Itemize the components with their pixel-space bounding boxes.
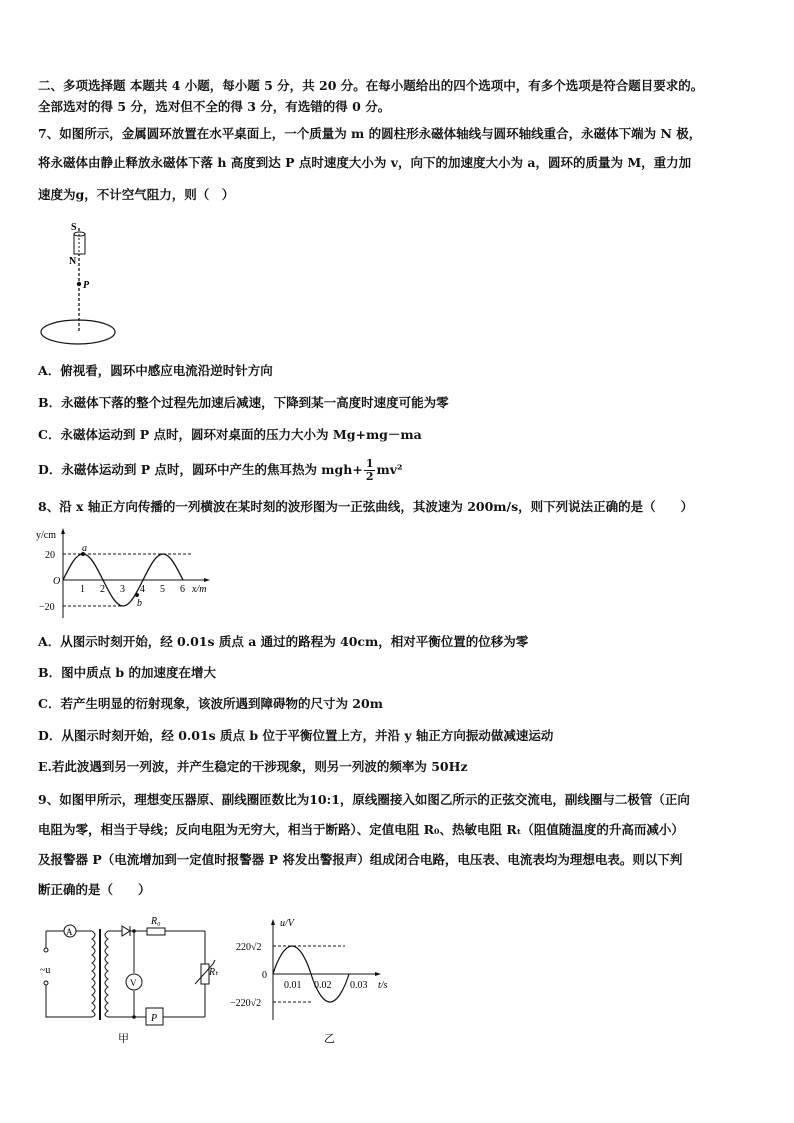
y-tick: −20	[39, 602, 55, 613]
q8-option-c[interactable]: C．若产生明显的衍射现象，该波所遇到障碍物的尺寸为 20m	[38, 696, 383, 711]
q9-stem-2: 电阻为零，相当于导线；反向电阻为无穷大，相当于断路）、定值电阻 R₀、热敏电阻 Rₜ（阻值随温度的升高而减小）	[38, 822, 684, 837]
alarm-label: P	[151, 1013, 158, 1024]
point-b	[135, 593, 139, 597]
x-tick: 5	[160, 584, 165, 595]
fraction-numerator: 1	[365, 457, 374, 470]
x-tick: 0.03	[350, 980, 368, 991]
y-max-label: 220√2	[236, 942, 262, 953]
ammeter-label: A	[66, 927, 73, 937]
section-heading: 二、多项选择题 本题共 4 小题，每小题 5 分，共 20 分。在每小题给出的四个选项中，有多个选项是符合题目要求的。	[38, 78, 704, 93]
figure-caption-jia: 甲	[118, 1033, 129, 1045]
point-b-label: b	[137, 598, 142, 609]
s-pole-label: S	[71, 222, 77, 233]
section-scoring: 全部选对的得 5 分，选对但不全的得 3 分，有选错的得 0 分。	[38, 99, 391, 114]
q7-stem-2: 将永磁体由静止释放永磁体下落 h 高度到达 P 点时速度大小为 v，向下的加速度大小为 a，圆环的质量为 M，重力加	[38, 155, 692, 170]
transformer-circuit	[30, 910, 230, 1045]
q7-stem-3: 速度为g，不计空气阻力，则（ ）	[38, 187, 235, 202]
q9-stem-1: 9、如图甲所示，理想变压器原、副线圈匝数比为10:1，原线圈接入如图乙所示的正弦交流电，副线圈与二极管（正向	[38, 792, 690, 807]
metal-ring	[41, 320, 115, 344]
wave-graph	[30, 520, 220, 620]
q7-option-a[interactable]: A．俯视看，圆环中感应电流沿逆时针方向	[38, 363, 273, 378]
thermistor-rt	[201, 964, 209, 984]
figure-caption-yi: 乙	[324, 1033, 335, 1045]
q9-stem-4: 断正确的是（ ）	[38, 882, 151, 897]
voltmeter-label: V	[130, 978, 137, 988]
q7-option-c[interactable]: C．永磁体运动到 P 点时，圆环对桌面的压力大小为 Mg+mg－ma	[38, 427, 422, 442]
y-axis-label: y/cm	[36, 530, 56, 541]
rt-label: Rₜ	[209, 967, 219, 978]
q9-stem-3: 及报警器 P（电流增加到一定值时报警器 P 将发出警报声）组成闭合电路，电压表、电流表均为理想电表。则以下判	[38, 852, 683, 867]
q7-option-d-text: D．永磁体运动到 P 点时，圆环中产生的焦耳热为 mgh+	[38, 462, 363, 477]
q8-option-a[interactable]: A．从图示时刻开始，经 0.01s 质点 a 通过的路程为 40cm，相对平衡位置的位移为零	[38, 634, 529, 649]
resistor-r0	[147, 928, 165, 935]
point-a-label: a	[82, 543, 87, 554]
q8-option-d[interactable]: D．从图示时刻开始，经 0.01s 质点 b 位于平衡位置上方，并沿 y 轴正方向振动做减速运动	[38, 728, 554, 743]
q8-stem: 8、沿 x 轴正方向传播的一列横波在某时刻的波形图为一正弦曲线，其波速为 200m/s，则下列说法正确的是（ ）	[38, 499, 694, 514]
x-tick: 4	[140, 584, 145, 595]
q8-option-e[interactable]: E.若此波遇到另一列波，并产生稳定的干涉现象，则另一列波的频率为 50Hz	[38, 759, 468, 774]
q7-option-d[interactable]	[38, 455, 402, 485]
source-label: ~u	[40, 965, 51, 976]
fraction-denominator: 2	[365, 470, 374, 483]
zero-label: 0	[262, 970, 267, 981]
x-tick: 3	[120, 584, 125, 595]
x-tick: 0.01	[284, 980, 302, 991]
x-axis-label: x/m	[192, 584, 207, 595]
q7-option-d-suffix: mv²	[376, 462, 403, 477]
x-axis-label: t/s	[378, 980, 388, 991]
fraction-half	[364, 458, 376, 483]
q8-option-b[interactable]: B．图中质点 b 的加速度在增大	[38, 665, 217, 680]
y-min-label: −220√2	[230, 998, 262, 1009]
x-tick: 1	[80, 584, 85, 595]
x-tick: 6	[180, 584, 185, 595]
point-p	[77, 282, 81, 286]
n-pole-label: N	[69, 256, 77, 267]
origin-label: O	[53, 576, 61, 587]
y-axis-label: u/V	[280, 918, 294, 929]
diode	[122, 926, 130, 936]
q7-option-b[interactable]: B．永磁体下落的整个过程先加速后减速，下降到某一高度时速度可能为零	[38, 395, 449, 410]
r0-label: R₀	[151, 916, 161, 927]
q7-stem-1: 7、如图所示，金属圆环放置在水平桌面上，一个质量为 m 的圆柱形永磁体轴线与圆环轴线重合，永磁体下端为 N 极，	[38, 126, 702, 141]
x-tick: 0.02	[314, 980, 332, 991]
point-p-label: P	[83, 280, 90, 291]
ac-voltage-graph	[228, 910, 408, 1045]
y-tick: 20	[45, 550, 55, 561]
x-tick: 2	[100, 584, 105, 595]
magnet-ring-figure	[30, 210, 180, 350]
